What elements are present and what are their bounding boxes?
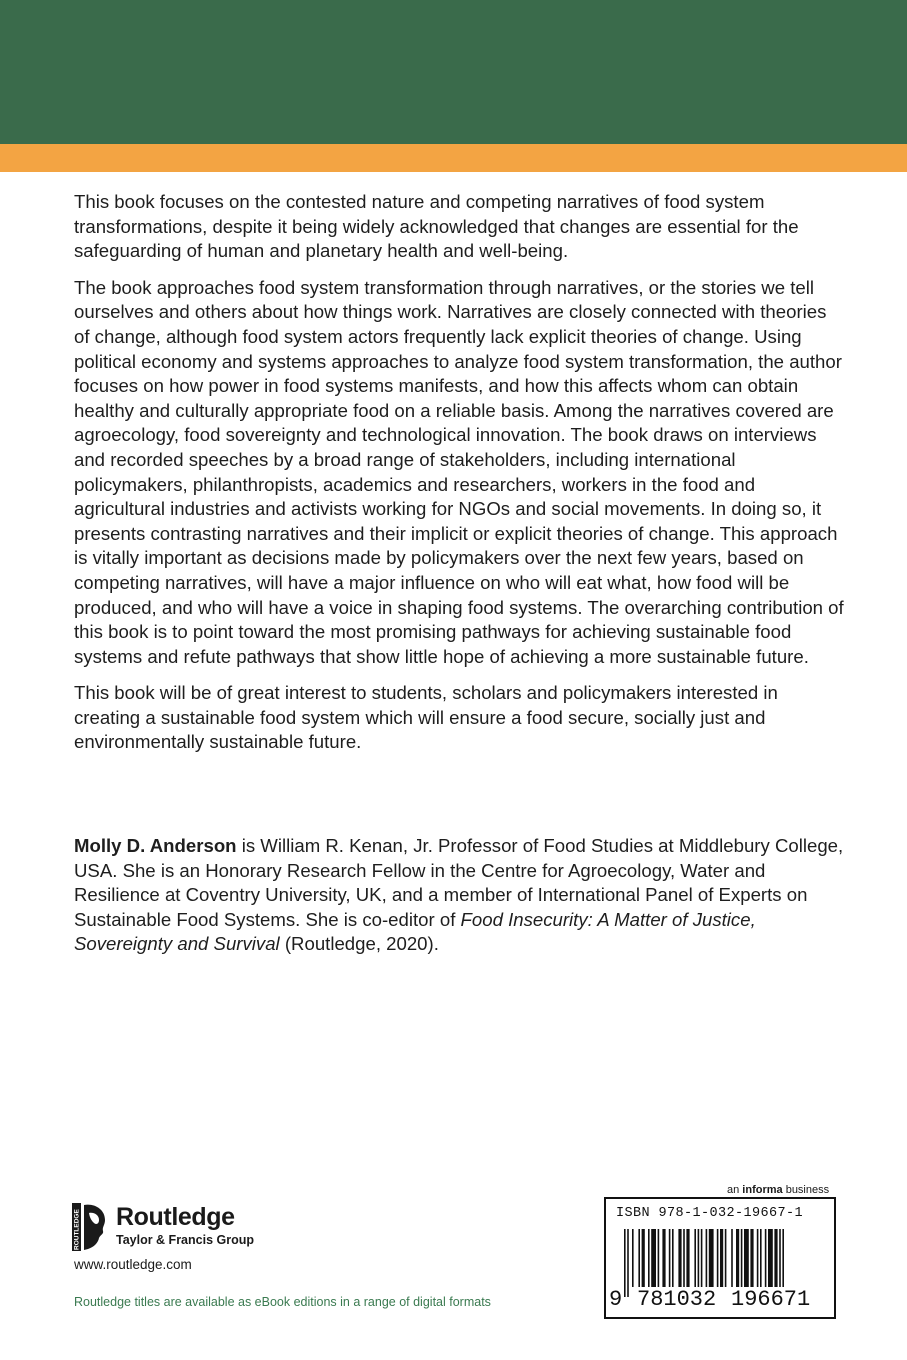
barcode-bar bbox=[632, 1229, 634, 1287]
ebook-availability-note: Routledge titles are available as eBook editions in a range of digital formats bbox=[74, 1295, 491, 1309]
barcode-bar bbox=[694, 1229, 696, 1287]
barcode-bar bbox=[709, 1229, 714, 1287]
isbn-barcode bbox=[604, 1197, 836, 1319]
barcode-bar bbox=[720, 1229, 723, 1287]
publisher-name: Routledge bbox=[116, 1203, 235, 1231]
description-paragraph-1: This book focuses on the contested nature and competing narratives of food system transformations, despite it being widely acknowledged that changes are essential for the safeguarding of human and planetary health and well-being. bbox=[74, 191, 799, 262]
barcode-bar bbox=[765, 1229, 767, 1287]
barcode-bar bbox=[627, 1229, 629, 1297]
barcode-bar bbox=[768, 1229, 773, 1287]
previous-book-title: Food Insecurity: A Matter of Justice, Sovereignty and Survival bbox=[74, 908, 756, 955]
barcode-bar bbox=[760, 1229, 762, 1287]
barcode-digits-left: 781032 bbox=[637, 1287, 717, 1312]
barcode-bar bbox=[725, 1229, 727, 1287]
barcode-bar bbox=[750, 1229, 753, 1287]
barcode-bar bbox=[624, 1229, 626, 1297]
barcode-digit-first: 9 bbox=[609, 1287, 623, 1312]
description-paragraph-2: The book approaches food system transformation through narratives, or the stories we tell ourselves and others about how things work. Narratives are closely connected with theories of change, although food system actors frequently lack explicit theories of change. Using political economy and systems approaches to analyze food system transformation, the author focuses on how power in food systems manifests, and how this affects whom can obtain healthy and culturally appropriate food on a reliable basis. Among the narratives covered are agroecology, food sovereignty and technological innovation. The book draws on interviews and recorded speeches by a broad range of stakeholders, including international policymakers, philanthropists, academics and researchers, workers in the food and agricultural industries and activists working for NGOs and social movements. In doing so, it presents contrasting narratives and their implicit or explicit theories of change. This approach is vitally important as decisions made by policymakers over the next few years, based on competing narratives, will have a major influence on who will eat what, how food will be produced, and who will have a voice in shaping food systems. The overarching contribution of this book is to point toward the most promising pathways for achieving sustainable food systems and refute pathways that show little hope of achieving a more sustainable future. bbox=[74, 276, 844, 667]
book-description bbox=[74, 190, 844, 767]
barcode-bar bbox=[741, 1229, 743, 1287]
author-bio bbox=[74, 834, 844, 957]
barcode-bar bbox=[651, 1229, 656, 1287]
bio-text-end: (Routledge, 2020). bbox=[279, 933, 439, 955]
informa-business-tag: an informa business bbox=[727, 1184, 830, 1196]
barcode-bar bbox=[698, 1229, 700, 1287]
bio-text: is William R. Kenan, Jr. Professor of Food Studies at Middlebury College, USA. She is an Honorary Research Fellow in the Centre for Agroecology, Water and Resilience at Coventry University, UK, and a member of International Panel of Experts on Sustainable Food Systems. She is co-editor of bbox=[74, 835, 844, 930]
barcode-bar bbox=[717, 1229, 719, 1287]
publisher-group: Taylor & Francis Group bbox=[116, 1233, 254, 1247]
barcode-bar bbox=[757, 1229, 759, 1287]
barcode-bar bbox=[686, 1229, 689, 1287]
barcode-bar bbox=[774, 1229, 777, 1287]
barcode-bar bbox=[642, 1229, 645, 1287]
barcode-bar bbox=[662, 1229, 665, 1287]
cover-accent-band bbox=[0, 144, 907, 172]
barcode-bar bbox=[648, 1229, 650, 1287]
barcode-bar bbox=[658, 1229, 660, 1287]
description-paragraph-3: This book will be of great interest to students, scholars and policymakers interested in creating a sustainable food system which will ensure a food secure, socially just and environmentally sustainable future. bbox=[74, 682, 778, 753]
routledge-logo bbox=[72, 1203, 272, 1253]
barcode-digits-right: 196671 bbox=[731, 1287, 811, 1312]
barcode-bar bbox=[678, 1229, 681, 1287]
barcode-bar bbox=[683, 1229, 685, 1287]
barcode-bar bbox=[672, 1229, 674, 1287]
informa-brand: informa bbox=[742, 1184, 783, 1196]
isbn-label: ISBN 978-1-032-19667-1 bbox=[616, 1206, 804, 1221]
logo-vertical-text: ROUTLEDGE bbox=[73, 1209, 81, 1250]
routledge-head-icon bbox=[72, 1203, 108, 1251]
publisher-website[interactable]: www.routledge.com bbox=[74, 1257, 192, 1272]
barcode-bar bbox=[638, 1229, 640, 1287]
barcode-bar bbox=[744, 1229, 749, 1287]
barcode-bar bbox=[669, 1229, 671, 1287]
author-name: Molly D. Anderson bbox=[74, 835, 237, 856]
barcode-bar bbox=[736, 1229, 739, 1287]
barcode-bar bbox=[731, 1229, 733, 1287]
cover-top-band bbox=[0, 0, 907, 144]
